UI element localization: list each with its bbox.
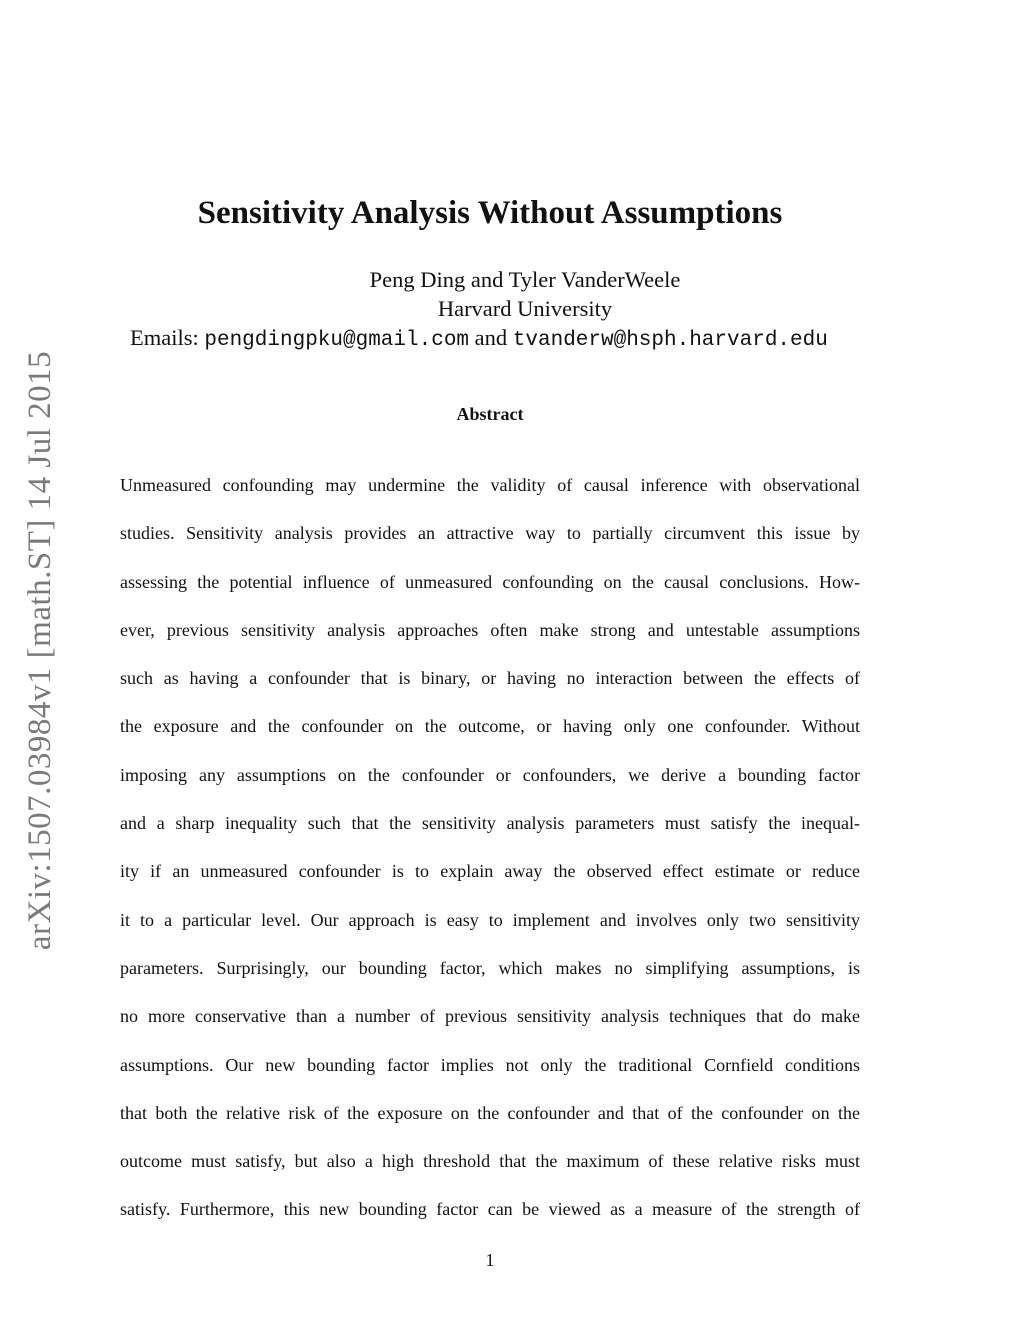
abstract-line: it to a particular level. Our approach is easy to implement and involves only two sensitivity	[120, 909, 860, 930]
abstract-line: parameters. Surprisingly, our bounding factor, which makes no simplifying assumptions, is	[120, 957, 860, 978]
page-number: 1	[485, 1250, 495, 1270]
abstract-line: studies. Sensitivity analysis provides an attractive way to partially circumvent this issue by	[120, 523, 860, 544]
abstract-line: satisfy. Furthermore, this new bounding factor can be viewed as a measure of the strength of	[120, 1199, 860, 1220]
email-line	[130, 325, 828, 352]
abstract-line: such as having a confounder that is binary, or having no interaction between the effects of	[120, 668, 860, 689]
arxiv-id: arXiv:1507.03984v1 [math.ST] 14 Jul 2015	[22, 350, 59, 950]
author-names: Peng Ding and Tyler VanderWeele	[369, 267, 681, 292]
abstract-line: and a sharp inequality such that the sensitivity analysis parameters must satisfy the inequal-	[120, 813, 860, 834]
abstract-line: imposing any assumptions on the confounder or confounders, we derive a bounding factor	[120, 764, 860, 785]
email-link-vanderweele[interactable]: tvanderw@hsph.harvard.edu	[512, 329, 828, 352]
abstract-heading: Abstract	[456, 404, 524, 424]
arxiv-stamp	[6, 340, 76, 960]
email-connector: and	[474, 325, 508, 350]
abstract-line: ever, previous sensitivity analysis approaches often make strong and untestable assumptions	[120, 619, 860, 640]
author-block	[0, 265, 1024, 323]
email-link-ding[interactable]: pengdingpku@gmail.com	[204, 329, 470, 352]
abstract-line: no more conservative than a number of previous sensitivity analysis techniques that do make	[120, 1006, 860, 1027]
abstract-line: assumptions. Our new bounding factor implies not only the traditional Cornfield conditions	[120, 1054, 860, 1075]
abstract-line: Unmeasured confounding may undermine the validity of causal inference with observational	[120, 475, 860, 495]
abstract-line: that both the relative risk of the exposure on the confounder and that of the confounder on the	[120, 1102, 860, 1123]
abstract-line: the exposure and the confounder on the outcome, or having only one confounder. Without	[120, 716, 860, 737]
email-label: Emails:	[130, 325, 199, 350]
abstract-line: assessing the potential influence of unmeasured confounding on the causal conclusions. How-	[120, 571, 860, 592]
abstract-line: outcome must satisfy, but also a high threshold that the maximum of these relative risks must	[120, 1151, 860, 1172]
paper-title: Sensitivity Analysis Without Assumptions	[197, 195, 783, 231]
abstract-line: ity if an unmeasured confounder is to explain away the observed effect estimate or reduce	[120, 861, 860, 882]
abstract-body	[120, 470, 860, 1243]
affiliation: Harvard University	[437, 296, 613, 321]
